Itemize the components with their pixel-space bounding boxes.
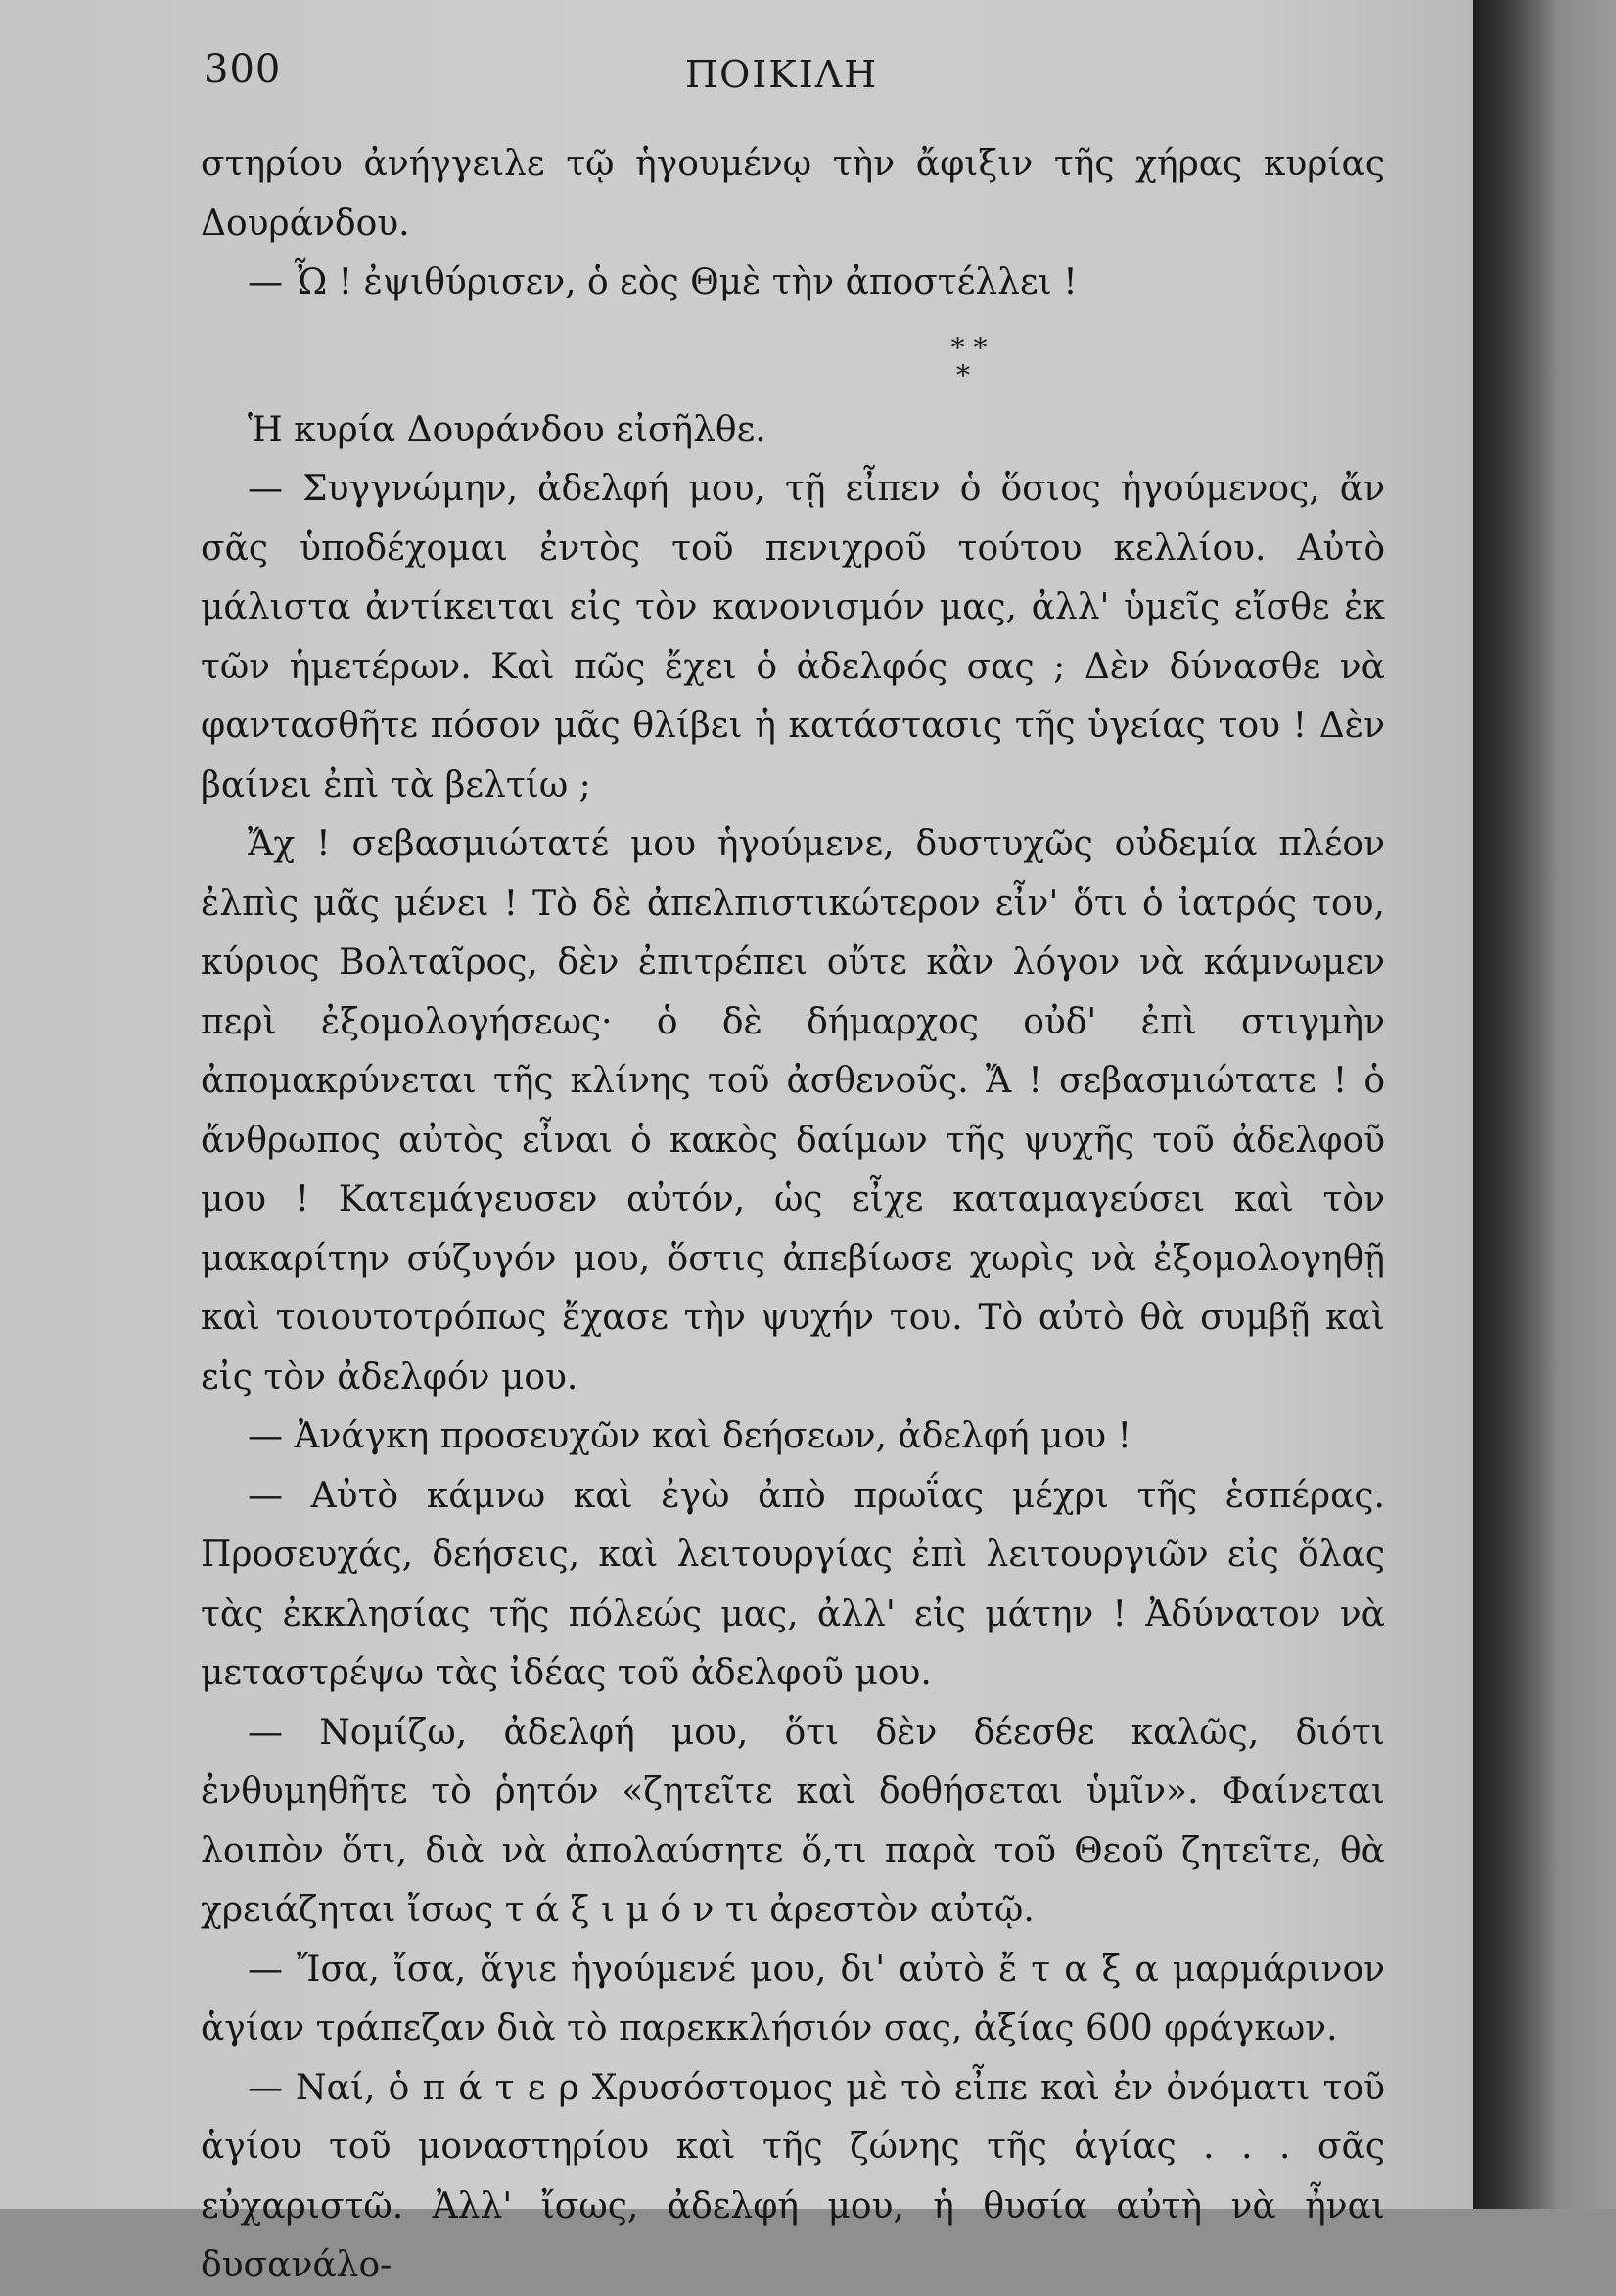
- section-divider-asterism: [201, 331, 1385, 391]
- page-number: 300: [204, 47, 282, 92]
- paragraph: Ἡ κυρία Δουράνδου εἰσῆλθε.: [248, 409, 766, 450]
- paragraph: — Ἴσα, ἴσα, ἅγιε ἡγούμενέ μου, δι' αὐτὸ ἔ τ α ξ α μαρμάρινον ἁγίαν τράπεζαν διὰ τὸ παρεκκλήσιόν σας, ἀξίας 600 φράγκων.: [201, 1949, 1385, 2048]
- paragraph: — Ὦ ! ἐψιθύρισεν, ὁ εὸς Θμὲ τὴν ἀποστέλλει !: [248, 262, 1078, 302]
- book-gutter-shadow: [1473, 0, 1616, 2209]
- asterism-top: * *: [950, 331, 988, 364]
- running-title: ΠΟΙΚΙΛΗ: [685, 53, 879, 96]
- paragraph: — Νομίζω, ἀδελφή μου, ὅτι δὲν δέεσθε καλῶς, διότι ἐνθυμηθῆτε τὸ ῥητόν «ζητεῖτε καὶ δοθήσεται ὑμῖν». Φαίνεται λοιπὸν ὅτι, διὰ νὰ ἀπολαύσητε ὅ,τι παρὰ τοῦ Θεοῦ ζητεῖτε, θὰ χρειάζηται ἴσως τ ά ξ ι μ ό ν τι ἀρεστὸν αὐτῷ.: [201, 1712, 1385, 1930]
- body-text: [201, 135, 1385, 2296]
- paragraph: στηρίου ἀνήγγειλε τῷ ἡγουμένῳ τὴν ἄφιξιν τῆς χήρας κυρίας Δουράνδου.: [201, 144, 1385, 244]
- paragraph: — Συγγνώμην, ἀδελφή μου, τῇ εἶπεν ὁ ὅσιος ἡγούμενος, ἄν σᾶς ὑποδέχομαι ἐντὸς τοῦ πενιχροῦ τούτου κελλίου. Αὐτὸ μάλιστα ἀντίκειται εἰς τὸν κανονισμόν μας, ἀλλ' ὑμεῖς εἴσθε ἐκ τῶν ἡμετέρων. Καὶ πῶς ἔχει ὁ ἀδελφός σας ; Δὲν δύνασθε νὰ φαντασθῆτε πόσον μᾶς θλίβει ἡ κατάστασις τῆς ὑγείας του ! Δὲν βαίνει ἐπὶ τὰ βελτίω ;: [201, 469, 1385, 805]
- paragraph: — Ἀνάγκη προσευχῶν καὶ δεήσεων, ἀδελφή μου !: [248, 1416, 1131, 1456]
- paragraph: — Αὐτὸ κάμνω καὶ ἐγὼ ἀπὸ πρωΐας μέχρι τῆς ἑσπέρας. Προσευχάς, δεήσεις, καὶ λειτουργίας ἐπὶ λειτουργιῶν εἰς ὅλας τὰς ἐκκλησίας τῆς πόλεώς μας, ἀλλ' εἰς μάτην ! Ἀδύνατον νὰ μεταστρέψω τὰς ἰδέας τοῦ ἀδελφοῦ μου.: [201, 1475, 1385, 1693]
- page-header: [0, 47, 1473, 106]
- paragraph: Ἄχ ! σεβασμιώτατέ μου ἡγούμενε, δυστυχῶς οὐδεμία πλέον ἐλπὶς μᾶς μένει ! Τὸ δὲ ἀπελπιστικώτερον εἶν' ὅτι ὁ ἰατρός του, κύριος Βολταῖρος, δὲν ἐπιτρέπει οὔτε κἂν λόγον νὰ κάμνωμεν περὶ ἐξομολογήσεως· ὁ δὲ δήμαρχος οὐδ' ἐπὶ στιγμὴν ἀπομακρύνεται τῆς κλίνης τοῦ ἀσθενοῦς. Ἄ ! σεβασμιώτατε ! ὁ ἄνθρωπος αὐτὸς εἶναι ὁ κακὸς δαίμων τῆς ψυχῆς τοῦ ἀδελφοῦ μου ! Κατεμάγευσεν αὐτόν, ὡς εἶχε καταμαγεύσει καὶ τὸν μακαρίτην σύζυγόν μου, ὅστις ἀπεβίωσε χωρὶς νὰ ἐξομολογηθῇ καὶ τοιουτοτρόπως ἔχασε τὴν ψυχήν του. Τὸ αὐτὸ θὰ συμβῇ καὶ εἰς τὸν ἀδελφόν μου.: [201, 824, 1385, 1398]
- paragraph: — Ναί, ὁ π ά τ ε ρ Χρυσόστομος μὲ τὸ εἶπε καὶ ἐν ὀνόματι τοῦ ἁγίου τοῦ μοναστηρίου καὶ τῆς ζώνης τῆς ἁγίας . . . σᾶς εὐχαριστῶ. Ἀλλ' ἴσως, ἀδελφή μου, ἡ θυσία αὐτὴ νὰ ἦναι δυσανάλο-: [201, 2067, 1385, 2285]
- asterism-bottom: *: [956, 358, 970, 391]
